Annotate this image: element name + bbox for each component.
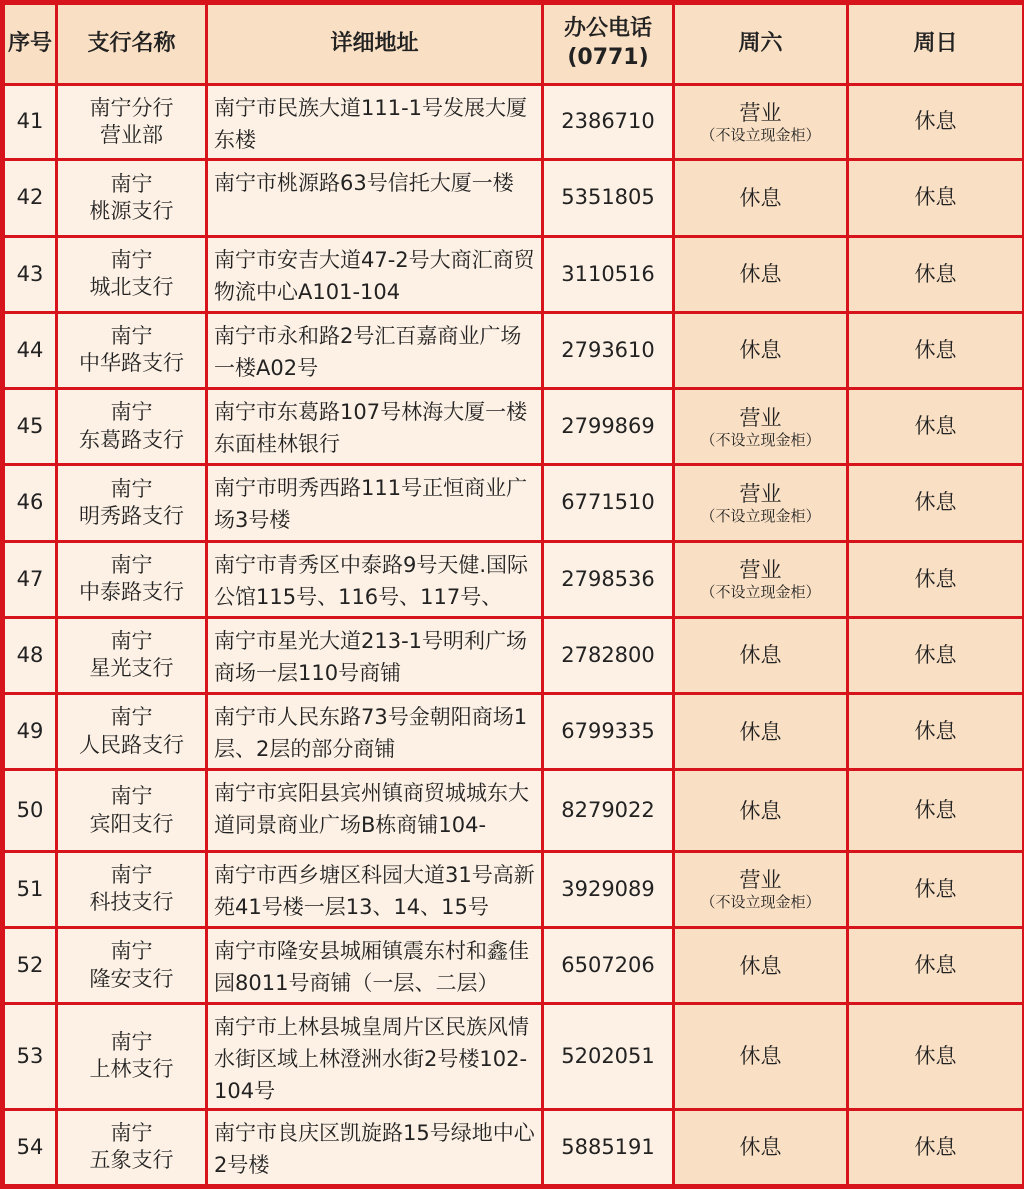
- phone-number: 8279022: [561, 797, 655, 822]
- address-text: 南宁市西乡塘区科园大道31号高新苑41号楼一层13、14、15号: [214, 862, 535, 919]
- address-text: 南宁市宾阳县宾州镇商贸城城东大道同景商业广场B栋商铺104-: [214, 781, 529, 838]
- header-sunday: 周日: [849, 5, 1022, 83]
- address-text: 南宁市上林县城皇周片区民族风情水街区域上林澄洲水街2号楼102-104号: [214, 1015, 529, 1104]
- cell-phone: [544, 695, 672, 768]
- cell-no: [5, 238, 55, 311]
- row-number: 46: [16, 490, 44, 515]
- cell-no: [5, 314, 55, 387]
- cell-saturday: [675, 161, 846, 234]
- cell-sunday: [849, 853, 1022, 926]
- row-number: 49: [16, 719, 44, 744]
- table-row: [5, 466, 1022, 539]
- branch-name-line2: 中泰路支行: [79, 580, 184, 605]
- cell-branch: [58, 853, 205, 926]
- table-row: [5, 390, 1022, 463]
- cell-branch: [58, 929, 205, 1002]
- header-branch: 支行名称: [58, 5, 205, 83]
- cell-phone: [544, 543, 672, 616]
- saturday-note: （不设立现金柜）: [700, 430, 821, 449]
- header-phone-areacode: (0771): [567, 45, 649, 70]
- sunday-status: 休息: [914, 566, 957, 591]
- branch-name-line1: 南宁: [110, 705, 153, 730]
- address-text: 南宁市星光大道213-1号明利广场商场一层110号商铺: [214, 628, 528, 685]
- cell-address: [208, 86, 541, 158]
- row-number: 53: [16, 1043, 44, 1068]
- phone-number: 5351805: [561, 185, 655, 210]
- cell-no: [5, 543, 55, 616]
- table-row: [5, 238, 1022, 311]
- sunday-status: 休息: [914, 952, 957, 977]
- cell-address: [208, 771, 541, 849]
- sunday-status: 休息: [914, 642, 957, 667]
- cell-address: [208, 390, 541, 463]
- cell-no: [5, 853, 55, 926]
- row-number: 45: [16, 414, 44, 439]
- row-number: 54: [16, 1134, 44, 1159]
- phone-number: 5202051: [561, 1043, 655, 1068]
- cell-phone: [544, 929, 672, 1002]
- sunday-status: 休息: [914, 1043, 957, 1068]
- cell-branch: [58, 1111, 205, 1184]
- cell-sunday: [849, 314, 1022, 387]
- phone-number: 3110516: [561, 261, 655, 286]
- branch-name-line2: 宾阳支行: [89, 811, 174, 836]
- row-number: 47: [16, 566, 44, 591]
- branch-name-line2: 科技支行: [89, 890, 174, 915]
- address-text: 南宁市安吉大道47-2号大商汇商贸物流中心A101-104: [214, 247, 535, 304]
- branch-name-line1: 南宁: [110, 939, 153, 964]
- cell-phone: [544, 86, 672, 158]
- cell-address: [208, 619, 541, 692]
- cell-phone: [544, 238, 672, 311]
- address-text: 南宁市隆安县城厢镇震东村和鑫佳园8011号商铺（一层、二层）: [214, 938, 529, 995]
- address-text: 南宁市民族大道111-1号发展大厦东楼: [214, 96, 528, 152]
- branch-name-line1: 南宁: [110, 247, 153, 272]
- branch-name-line2: 明秀路支行: [79, 503, 184, 528]
- table-row: [5, 314, 1022, 387]
- cell-address: [208, 543, 541, 616]
- branch-name-line1: 南宁: [110, 324, 153, 349]
- header-no: 序号: [5, 5, 55, 83]
- row-number: 43: [16, 261, 44, 286]
- cell-address: [208, 314, 541, 387]
- address-text: 南宁市东葛路107号林海大厦一楼东面桂林银行: [214, 400, 528, 457]
- branch-name-line1: 南宁: [110, 863, 153, 887]
- cell-no: [5, 771, 55, 849]
- saturday-note: （不设立现金柜）: [700, 126, 821, 145]
- phone-number: 2798536: [561, 566, 655, 591]
- address-text: 南宁市青秀区中泰路9号天健.国际公馆115号、116号、117号、: [214, 552, 529, 609]
- cell-no: [5, 695, 55, 768]
- branch-name-line2: 上林支行: [89, 1057, 174, 1082]
- cell-sunday: [849, 771, 1022, 849]
- cell-no: [5, 390, 55, 463]
- cell-sunday: [849, 1111, 1022, 1184]
- branch-name-line2: 五象支行: [89, 1148, 174, 1173]
- cell-branch: [58, 86, 205, 158]
- sunday-status: 休息: [914, 337, 957, 362]
- table-row: [5, 543, 1022, 616]
- phone-number: 2793610: [561, 337, 655, 362]
- cell-sunday: [849, 543, 1022, 616]
- cell-address: [208, 1111, 541, 1184]
- address-text: 南宁市人民东路73号金朝阳商场1层、2层的部分商铺: [214, 705, 528, 762]
- cell-branch: [58, 1005, 205, 1107]
- cell-saturday: [675, 1005, 846, 1107]
- cell-branch: [58, 390, 205, 463]
- saturday-note: （不设立现金柜）: [700, 506, 821, 525]
- sunday-status: 休息: [914, 185, 957, 210]
- cell-saturday: [675, 929, 846, 1002]
- branch-name-line1: 南宁: [110, 171, 153, 196]
- saturday-status: 休息: [739, 643, 782, 668]
- saturday-status: 休息: [739, 262, 782, 287]
- saturday-status: 营业: [739, 481, 782, 506]
- saturday-status: 休息: [739, 953, 782, 978]
- branch-name-line1: 南宁: [110, 1030, 153, 1055]
- saturday-note: （不设立现金柜）: [700, 583, 821, 602]
- address-text: 南宁市明秀西路111号正恒商业广场3号楼: [214, 476, 528, 533]
- row-number: 42: [16, 185, 44, 210]
- branch-name-line2: 中华路支行: [79, 351, 184, 376]
- branch-name-line2: 城北支行: [89, 275, 174, 300]
- branch-name-line2: 星光支行: [89, 656, 174, 681]
- cell-no: [5, 1111, 55, 1184]
- cell-phone: [544, 853, 672, 926]
- branch-name-line1: 南宁分行: [89, 95, 174, 120]
- branch-name-line2: 营业部: [100, 123, 163, 148]
- cell-saturday: [675, 86, 846, 158]
- sunday-status: 休息: [914, 719, 957, 744]
- cell-branch: [58, 314, 205, 387]
- branch-name-line2: 桃源支行: [89, 198, 174, 223]
- cell-saturday: [675, 238, 846, 311]
- cell-phone: [544, 161, 672, 234]
- row-number: 44: [16, 337, 44, 362]
- cell-saturday: [675, 619, 846, 692]
- cell-saturday: [675, 314, 846, 387]
- cell-saturday: [675, 853, 846, 926]
- cell-address: [208, 238, 541, 311]
- table-row: [5, 1005, 1022, 1107]
- cell-sunday: [849, 695, 1022, 768]
- branch-name-line2: 人民路支行: [79, 732, 184, 757]
- cell-phone: [544, 771, 672, 849]
- cell-address: [208, 929, 541, 1002]
- cell-no: [5, 929, 55, 1002]
- cell-sunday: [849, 86, 1022, 158]
- cell-address: [208, 853, 541, 926]
- table-row: [5, 771, 1022, 849]
- saturday-status: 休息: [739, 1135, 782, 1160]
- address-text: 南宁市桃源路63号信托大厦一楼: [214, 171, 514, 196]
- cell-branch: [58, 466, 205, 539]
- cell-phone: [544, 1111, 672, 1184]
- cell-phone: [544, 619, 672, 692]
- saturday-note: （不设立现金柜）: [700, 893, 821, 912]
- phone-number: 2782800: [561, 642, 655, 667]
- saturday-status: 休息: [739, 1044, 782, 1069]
- branch-name-line2: 东葛路支行: [79, 427, 184, 452]
- sunday-status: 休息: [914, 109, 957, 134]
- cell-no: [5, 1005, 55, 1107]
- address-text: 南宁市永和路2号汇百嘉商业广场一楼A02号: [214, 323, 522, 380]
- header-saturday: 周六: [675, 5, 846, 83]
- saturday-status: 休息: [739, 338, 782, 363]
- branch-name-line1: 南宁: [110, 1120, 153, 1145]
- table-row: [5, 1111, 1022, 1184]
- saturday-status: 休息: [739, 798, 782, 823]
- cell-sunday: [849, 390, 1022, 463]
- phone-number: 2799869: [561, 414, 655, 439]
- phone-number: 6507206: [561, 952, 655, 977]
- row-number: 48: [16, 642, 44, 667]
- cell-phone: [544, 314, 672, 387]
- table-row: [5, 695, 1022, 768]
- sunday-status: 休息: [914, 490, 957, 515]
- sunday-status: 休息: [914, 414, 957, 439]
- cell-branch: [58, 161, 205, 234]
- phone-number: 3929089: [561, 876, 655, 901]
- header-phone: [544, 5, 672, 83]
- cell-address: [208, 466, 541, 539]
- saturday-status: 休息: [739, 719, 782, 744]
- row-number: 50: [16, 797, 44, 822]
- branch-name-line1: 南宁: [110, 476, 153, 501]
- cell-sunday: [849, 466, 1022, 539]
- table-row: [5, 86, 1022, 158]
- cell-sunday: [849, 161, 1022, 234]
- table-row: [5, 929, 1022, 1002]
- branch-name-line1: 南宁: [110, 784, 153, 809]
- cell-branch: [58, 771, 205, 849]
- cell-branch: [58, 695, 205, 768]
- saturday-status: 营业: [739, 405, 782, 430]
- cell-sunday: [849, 1005, 1022, 1107]
- cell-address: [208, 695, 541, 768]
- table-row: [5, 161, 1022, 234]
- cell-saturday: [675, 771, 846, 849]
- cell-saturday: [675, 1111, 846, 1184]
- sunday-status: 休息: [914, 797, 957, 822]
- header-row: [5, 5, 1022, 83]
- sunday-status: 休息: [914, 261, 957, 286]
- cell-address: [208, 1005, 541, 1107]
- saturday-status: 营业: [739, 101, 782, 126]
- cell-saturday: [675, 390, 846, 463]
- branch-name-line2: 隆安支行: [89, 966, 174, 991]
- row-number: 41: [16, 109, 44, 134]
- cell-branch: [58, 238, 205, 311]
- branch-name-line1: 南宁: [110, 400, 153, 425]
- branch-name-line1: 南宁: [110, 552, 153, 577]
- cell-sunday: [849, 238, 1022, 311]
- cell-saturday: [675, 543, 846, 616]
- sunday-status: 休息: [914, 876, 957, 901]
- branch-hours-table: [2, 2, 1024, 1187]
- cell-no: [5, 86, 55, 158]
- header-address: 详细地址: [208, 5, 541, 83]
- phone-number: 6799335: [561, 719, 655, 744]
- cell-branch: [58, 619, 205, 692]
- phone-number: 2386710: [561, 109, 655, 134]
- branch-name-line1: 南宁: [110, 629, 153, 654]
- row-number: 51: [16, 876, 44, 901]
- phone-number: 6771510: [561, 490, 655, 515]
- saturday-status: 休息: [739, 185, 782, 210]
- cell-no: [5, 466, 55, 539]
- cell-saturday: [675, 466, 846, 539]
- saturday-status: 营业: [739, 868, 782, 893]
- cell-phone: [544, 466, 672, 539]
- cell-phone: [544, 390, 672, 463]
- cell-phone: [544, 1005, 672, 1107]
- cell-address: [208, 161, 541, 234]
- cell-no: [5, 619, 55, 692]
- table-row: [5, 619, 1022, 692]
- row-number: 52: [16, 952, 44, 977]
- table-row: [5, 853, 1022, 926]
- sunday-status: 休息: [914, 1134, 957, 1159]
- cell-sunday: [849, 929, 1022, 1002]
- cell-sunday: [849, 619, 1022, 692]
- cell-branch: [58, 543, 205, 616]
- saturday-status: 营业: [739, 558, 782, 583]
- header-phone-label: 办公电话: [563, 16, 652, 42]
- cell-saturday: [675, 695, 846, 768]
- cell-no: [5, 161, 55, 234]
- phone-number: 5885191: [561, 1134, 655, 1159]
- address-text: 南宁市良庆区凯旋路15号绿地中心2号楼: [214, 1120, 535, 1177]
